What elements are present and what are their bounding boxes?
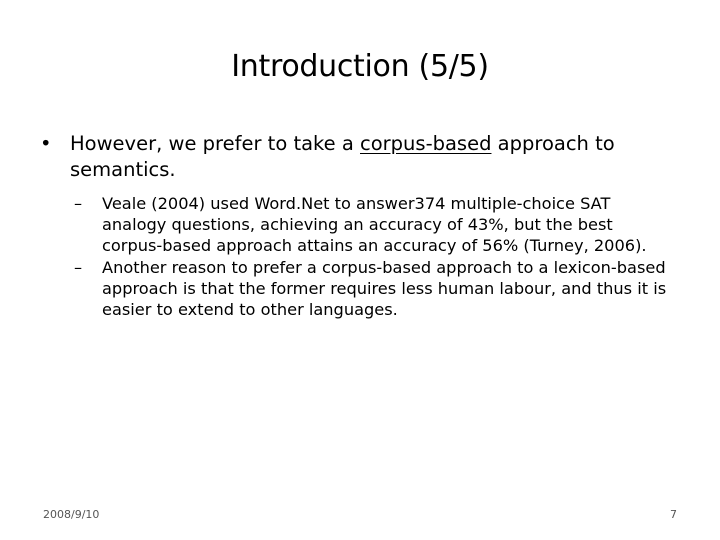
main-bullet	[40, 131, 680, 183]
sub-bullet-marker: –	[74, 194, 83, 213]
main-bullet-underlined-term: corpus-based	[360, 132, 492, 155]
bullet-marker: •	[40, 132, 52, 155]
sub-bullet-marker: –	[74, 257, 83, 277]
footer-page-number: 7	[670, 508, 677, 521]
sub-bullet-veale	[74, 193, 674, 257]
sub-bullet-another-reason	[74, 257, 674, 321]
sub-bullet-text: Another reason to prefer a corpus-based approach to a lexicon-based approach is that the former requires less human labour, and thus it is easier to extend to other languages.	[102, 257, 667, 320]
footer-date: 2008/9/10	[43, 508, 100, 521]
sub-bullet-text: Veale (2004) used Word.Net to answer374 multiple-choice SAT analogy questions, achieving an accuracy of 43%, but the best corpus-based approach attains an accuracy of 56% (Turney, 2006).	[102, 194, 647, 256]
main-bullet-text-before: However, we prefer to take a	[70, 132, 360, 155]
sub-bullet-list	[74, 193, 674, 320]
slide-title: Introduction (5/5)	[231, 49, 489, 84]
main-bullet-text-after: approach to semantics.	[70, 132, 615, 181]
main-bullet-text	[70, 131, 680, 183]
